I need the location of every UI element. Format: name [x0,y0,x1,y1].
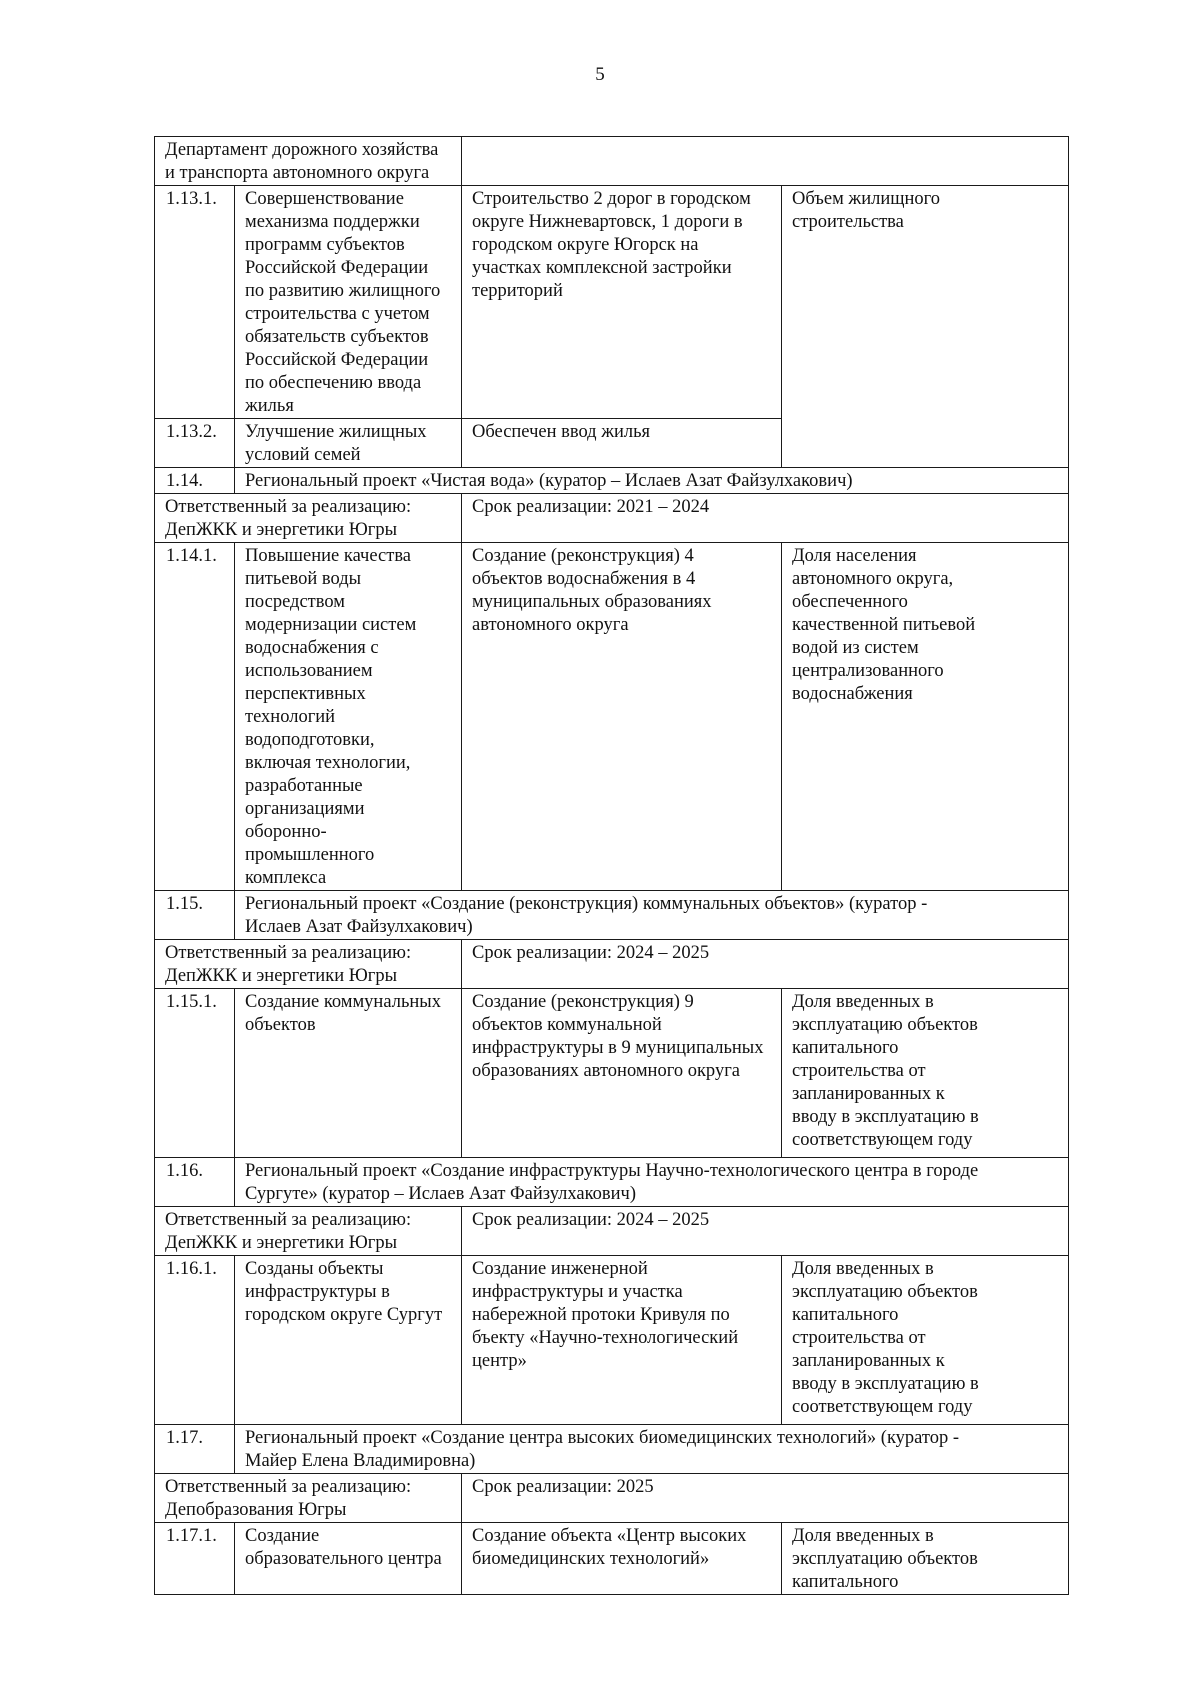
item-number: 1.13.1. [155,186,235,419]
item-name: Улучшение жилищных условий семей [235,419,462,468]
page-number: 5 [595,64,605,85]
responsible-cell: Ответственный за реализацию: Депобразования Югры [155,1474,462,1523]
project-number: 1.15. [155,891,235,940]
table-row [155,1158,1069,1207]
item-indicator: Доля введенных в эксплуатацию объектов капитального строительства от запланированных к вводу в эксплуатацию в соответствующем году [782,1256,1069,1425]
item-result: Создание инженерной инфраструктуры и участка набережной протоки Кривуля по бъекту «Научно-технологический центр» [462,1256,782,1425]
item-name: Создание образовательного центра [235,1523,462,1595]
item-indicator: Доля населения автономного округа, обеспеченного качественной питьевой водой из систем централизованного водоснабжения [782,543,1069,891]
responsible-cell: Ответственный за реализацию: ДепЖКК и энергетики Югры [155,940,462,989]
table-row [155,1256,1069,1425]
table-row [155,891,1069,940]
item-name: Повышение качества питьевой воды посредством модернизации систем водоснабжения с использованием перспективных технологий водоподготовки, включая технологии, разработанные организациями оборонно- промышленного комплекса [235,543,462,891]
item-number: 1.14.1. [155,543,235,891]
empty-cell [462,137,1069,186]
project-title: Региональный проект «Создание центра высоких биомедицинских технологий» (куратор - Майер Елена Владимировна) [235,1425,1069,1474]
project-number: 1.16. [155,1158,235,1207]
item-number: 1.15.1. [155,989,235,1158]
item-number: 1.17.1. [155,1523,235,1595]
item-indicator: Объем жилищного строительства [782,186,1069,468]
item-result: Создание объекта «Центр высоких биомедицинских технологий» [462,1523,782,1595]
responsible-cell: Ответственный за реализацию: ДепЖКК и энергетики Югры [155,494,462,543]
table-row [155,1207,1069,1256]
item-name: Создание коммунальных объектов [235,989,462,1158]
item-indicator: Доля введенных в эксплуатацию объектов капитального строительства от запланированных к вводу в эксплуатацию в соответствующем году [782,989,1069,1158]
table-row [155,1474,1069,1523]
table-row [155,1425,1069,1474]
period-cell: Срок реализации: 2021 – 2024 [462,494,1069,543]
project-title: Региональный проект «Создание (реконструкция) коммунальных объектов» (куратор - Ислаев Азат Файзулхакович) [235,891,1069,940]
program-table [154,136,1069,1595]
project-title: Региональный проект «Создание инфраструктуры Научно-технологического центра в городе Сургуте» (куратор – Ислаев Азат Файзулхакович) [235,1158,1069,1207]
item-indicator: Доля введенных в эксплуатацию объектов капитального [782,1523,1069,1595]
item-result: Обеспечен ввод жилья [462,419,782,468]
table-row [155,1523,1069,1595]
period-cell: Срок реализации: 2025 [462,1474,1069,1523]
table-row [155,186,1069,419]
item-number: 1.16.1. [155,1256,235,1425]
item-result: Создание (реконструкция) 9 объектов коммунальной инфраструктуры в 9 муниципальных образованиях автономного округа [462,989,782,1158]
responsible-cell: Ответственный за реализацию: ДепЖКК и энергетики Югры [155,1207,462,1256]
table-row [155,468,1069,494]
item-name: Совершенствование механизма поддержки программ субъектов Российской Федерации по развитию жилищного строительства с учетом обязательств субъектов Российской Федерации по обеспечению ввода жилья [235,186,462,419]
project-number: 1.17. [155,1425,235,1474]
table-row [155,940,1069,989]
project-title: Региональный проект «Чистая вода» (куратор – Ислаев Азат Файзулхакович) [235,468,1069,494]
period-cell: Срок реализации: 2024 – 2025 [462,940,1069,989]
item-name: Созданы объекты инфраструктуры в городском округе Сургут [235,1256,462,1425]
period-cell: Срок реализации: 2024 – 2025 [462,1207,1069,1256]
item-result: Создание (реконструкция) 4 объектов водоснабжения в 4 муниципальных образованиях автономного округа [462,543,782,891]
table-row [155,989,1069,1158]
item-number: 1.13.2. [155,419,235,468]
table-row [155,543,1069,891]
table-row [155,137,1069,186]
table-row [155,494,1069,543]
item-result: Строительство 2 дорог в городском округе Нижневартовск, 1 дороги в городском округе Югорск на участках комплексной застройки территорий [462,186,782,419]
project-number: 1.14. [155,468,235,494]
department-cell: Департамент дорожного хозяйства и транспорта автономного округа [155,137,462,186]
